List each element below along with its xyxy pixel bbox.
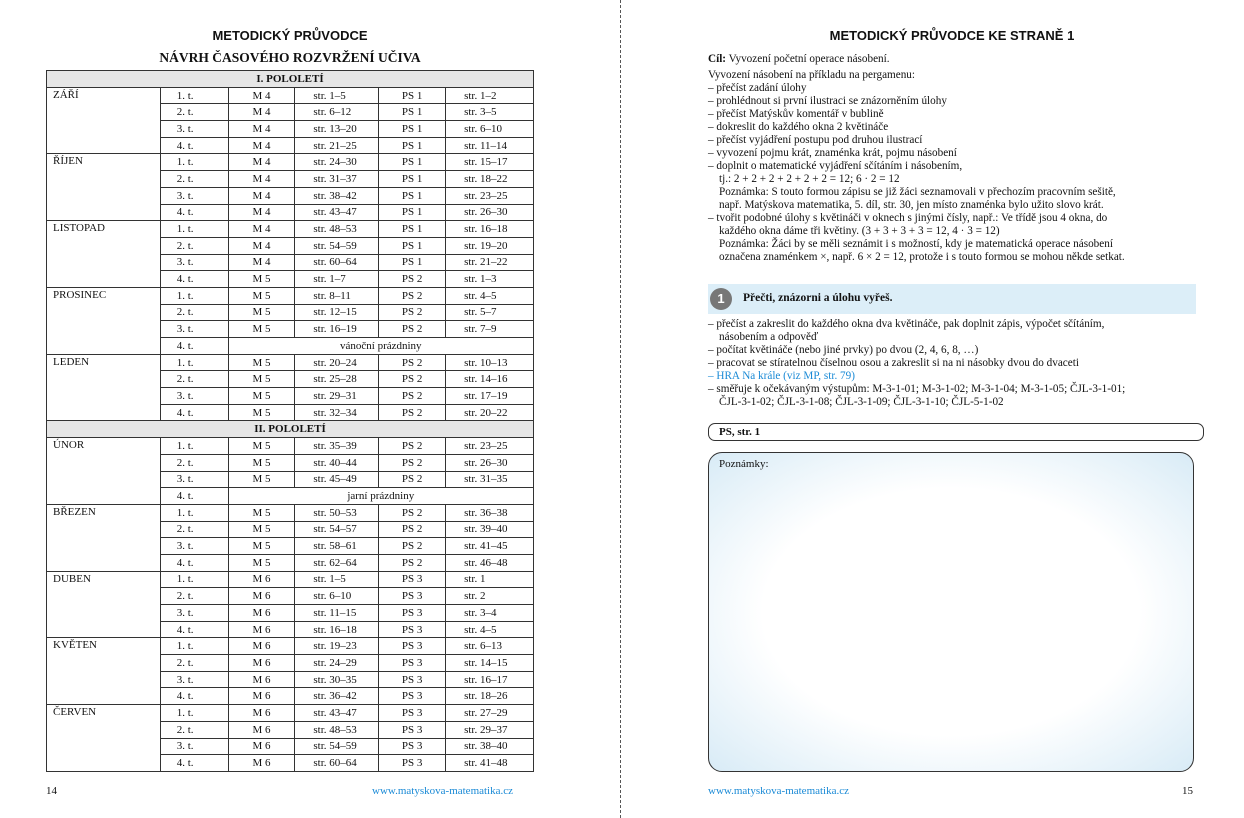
workbook-cell: PS 2	[379, 304, 446, 321]
book-pages-cell: str. 32–34	[295, 404, 379, 421]
workbook-pages-cell: str. 31–35	[446, 471, 534, 488]
book-cell: M 4	[228, 87, 295, 104]
workbook-pages-cell: str. 4–5	[446, 287, 534, 304]
book-pages-cell: str. 6–10	[295, 588, 379, 605]
table-row	[47, 438, 534, 455]
table-row	[47, 221, 534, 238]
workbook-pages-cell: str. 4–5	[446, 621, 534, 638]
week-cell: 4. t.	[160, 554, 228, 571]
text-line: – přečíst Matýskův komentář v bublině	[708, 108, 1196, 121]
book-pages-cell: str. 36–42	[295, 688, 379, 705]
week-cell: 2. t.	[160, 104, 228, 121]
book-cell: M 6	[228, 588, 295, 605]
workbook-pages-cell: str. 36–38	[446, 504, 534, 521]
workbook-cell: PS 2	[379, 454, 446, 471]
text-line: ČJL-3-1-02; ČJL-3-1-08; ČJL-3-1-09; ČJL-3-1-10; ČJL-5-1-02	[719, 396, 1004, 408]
book-pages-cell: str. 35–39	[295, 438, 379, 455]
table-row	[47, 571, 534, 588]
workbook-pages-cell: str. 1–2	[446, 87, 534, 104]
workbook-cell: PS 3	[379, 688, 446, 705]
website-link[interactable]: www.matyskova-matematika.cz	[708, 785, 850, 797]
book-cell: M 4	[228, 254, 295, 271]
book-cell: M 5	[228, 471, 295, 488]
workbook-pages-cell: str. 3–5	[446, 104, 534, 121]
book-cell: M 6	[228, 638, 295, 655]
workbook-cell: PS 3	[379, 621, 446, 638]
workbook-pages-cell: str. 1	[446, 571, 534, 588]
workbook-pages-cell: str. 46–48	[446, 554, 534, 571]
holiday-cell: jarní prázdniny	[228, 488, 533, 505]
book-cell: M 6	[228, 621, 295, 638]
book-pages-cell: str. 20–24	[295, 354, 379, 371]
book-cell: M 5	[228, 521, 295, 538]
left-page	[0, 0, 620, 818]
workbook-cell: PS 3	[379, 755, 446, 772]
book-cell: M 6	[228, 738, 295, 755]
workbook-pages-cell: str. 6–13	[446, 638, 534, 655]
text-line: – doplnit o matematické vyjádření sčítáním i násobením,	[708, 160, 1196, 173]
month-label: ŘÍJEN	[47, 154, 161, 221]
workbook-cell: PS 1	[379, 204, 446, 221]
workbook-cell: PS 3	[379, 571, 446, 588]
workbook-pages-cell: str. 29–37	[446, 721, 534, 738]
notes-box[interactable]	[708, 452, 1194, 772]
text-line: např. Matýskova matematika, 5. díl, str. 30, jen místo znaménka bylo užito slovo krát.	[719, 199, 1104, 211]
workbook-pages-cell: str. 14–15	[446, 655, 534, 672]
right-page	[622, 0, 1244, 818]
book-cell: M 6	[228, 655, 295, 672]
month-label: KVĚTEN	[47, 638, 161, 705]
workbook-pages-cell: str. 18–26	[446, 688, 534, 705]
book-pages-cell: str. 54–59	[295, 237, 379, 254]
text-line: násobením a odpověď	[719, 331, 819, 343]
game-link[interactable]: – HRA Na krále (viz MP, str. 79)	[708, 370, 1196, 383]
book-cell: M 5	[228, 554, 295, 571]
week-cell: 3. t.	[160, 671, 228, 688]
workbook-pages-cell: str. 23–25	[446, 187, 534, 204]
page-title: METODICKÝ PRŮVODCE KE STRANĚ 1	[829, 28, 1075, 43]
semester-label: II. POLOLETÍ	[47, 421, 534, 438]
workbook-cell: PS 2	[379, 287, 446, 304]
workbook-cell: PS 3	[379, 638, 446, 655]
text-line: Poznámka: S touto formou zápisu se již žáci seznamovali v přechozím pracovním sešitě,	[719, 186, 1116, 198]
workbook-cell: PS 2	[379, 371, 446, 388]
book-pages-cell: str. 38–42	[295, 187, 379, 204]
week-cell: 1. t.	[160, 705, 228, 722]
month-label: DUBEN	[47, 571, 161, 638]
book-cell: M 4	[228, 171, 295, 188]
week-cell: 4. t.	[160, 204, 228, 221]
semester-header-row	[47, 421, 534, 438]
week-cell: 1. t.	[160, 287, 228, 304]
book-cell: M 4	[228, 237, 295, 254]
workbook-pages-cell: str. 23–25	[446, 438, 534, 455]
workbook-cell: PS 3	[379, 588, 446, 605]
book-pages-cell: str. 54–59	[295, 738, 379, 755]
workbook-cell: PS 1	[379, 137, 446, 154]
workbook-cell: PS 1	[379, 237, 446, 254]
book-cell: M 6	[228, 671, 295, 688]
workbook-pages-cell: str. 41–48	[446, 755, 534, 772]
book-pages-cell: str. 21–25	[295, 137, 379, 154]
workbook-cell: PS 2	[379, 388, 446, 405]
book-pages-cell: str. 62–64	[295, 554, 379, 571]
workbook-cell: PS 2	[379, 521, 446, 538]
book-cell: M 5	[228, 438, 295, 455]
book-pages-cell: str. 30–35	[295, 671, 379, 688]
book-pages-cell: str. 31–37	[295, 171, 379, 188]
month-label: LEDEN	[47, 354, 161, 421]
table-row	[47, 287, 534, 304]
table-row	[47, 705, 534, 722]
workbook-pages-cell: str. 6–10	[446, 121, 534, 138]
book-cell: M 4	[228, 137, 295, 154]
week-cell: 1. t.	[160, 221, 228, 238]
book-pages-cell: str. 11–15	[295, 605, 379, 622]
table-row	[47, 638, 534, 655]
month-label: LISTOPAD	[47, 221, 161, 288]
month-label: PROSINEC	[47, 287, 161, 354]
book-cell: M 6	[228, 705, 295, 722]
week-cell: 3. t.	[160, 471, 228, 488]
workbook-pages-cell: str. 19–20	[446, 237, 534, 254]
book-cell: M 4	[228, 154, 295, 171]
goal-label: Cíl:	[708, 53, 727, 65]
workbook-cell: PS 2	[379, 354, 446, 371]
workbook-cell: PS 1	[379, 87, 446, 104]
book-cell: M 5	[228, 388, 295, 405]
workbook-pages-cell: str. 38–40	[446, 738, 534, 755]
week-cell: 3. t.	[160, 605, 228, 622]
week-cell: 4. t.	[160, 755, 228, 772]
page-title: METODICKÝ PRŮVODCE	[212, 28, 368, 43]
book-pages-cell: str. 19–23	[295, 638, 379, 655]
task-banner	[708, 284, 1196, 314]
week-cell: 1. t.	[160, 504, 228, 521]
workbook-cell: PS 2	[379, 554, 446, 571]
week-cell: 4. t.	[160, 688, 228, 705]
book-cell: M 4	[228, 187, 295, 204]
goal-text: Vyvození početní operace násobení.	[728, 53, 890, 65]
book-pages-cell: str. 48–53	[295, 221, 379, 238]
book-pages-cell: str. 13–20	[295, 121, 379, 138]
book-cell: M 5	[228, 404, 295, 421]
book-pages-cell: str. 1–7	[295, 271, 379, 288]
book-pages-cell: str. 40–44	[295, 454, 379, 471]
week-cell: 2. t.	[160, 454, 228, 471]
page-number: 14	[46, 785, 57, 797]
book-cell: M 6	[228, 605, 295, 622]
workbook-cell: PS 1	[379, 221, 446, 238]
workbook-cell: PS 2	[379, 438, 446, 455]
workbook-cell: PS 2	[379, 538, 446, 555]
workbook-pages-cell: str. 2	[446, 588, 534, 605]
week-cell: 2. t.	[160, 521, 228, 538]
book-cell: M 5	[228, 504, 295, 521]
week-cell: 4. t.	[160, 621, 228, 638]
workbook-cell: PS 2	[379, 504, 446, 521]
book-pages-cell: str. 8–11	[295, 287, 379, 304]
week-cell: 2. t.	[160, 171, 228, 188]
text-line: – dokreslit do každého okna 2 květináče	[708, 121, 1196, 134]
text-line: označena znaménkem ×, např. 6 × 2 = 12, protože i s touto formou se mohou někde setkat.	[719, 251, 1125, 263]
book-cell: M 4	[228, 204, 295, 221]
week-cell: 3. t.	[160, 538, 228, 555]
book-cell: M 4	[228, 121, 295, 138]
workbook-cell: PS 1	[379, 121, 446, 138]
workbook-cell: PS 1	[379, 254, 446, 271]
workbook-pages-cell: str. 39–40	[446, 521, 534, 538]
workbook-pages-cell: str. 16–17	[446, 671, 534, 688]
workbook-pages-cell: str. 15–17	[446, 154, 534, 171]
book-pages-cell: str. 24–29	[295, 655, 379, 672]
workbook-cell: PS 3	[379, 671, 446, 688]
week-cell: 2. t.	[160, 721, 228, 738]
text-line: – pracovat se stíratelnou číselnou osou a zakreslit si na ni násobky dvou do dvaceti	[708, 357, 1196, 370]
workbook-pages-cell: str. 11–14	[446, 137, 534, 154]
schedule-table	[46, 70, 534, 772]
workbook-pages-cell: str. 5–7	[446, 304, 534, 321]
week-cell: 2. t.	[160, 588, 228, 605]
workbook-pages-cell: str. 17–19	[446, 388, 534, 405]
book-pages-cell: str. 60–64	[295, 755, 379, 772]
workbook-pages-cell: str. 16–18	[446, 221, 534, 238]
week-cell: 2. t.	[160, 304, 228, 321]
month-label: ÚNOR	[47, 438, 161, 505]
workbook-pages-cell: str. 18–22	[446, 171, 534, 188]
month-label: ZÁŘÍ	[47, 87, 161, 154]
text-line: – vyvození pojmu krát, znaménka krát, pojmu násobení	[708, 147, 1196, 160]
table-row	[47, 87, 534, 104]
book-pages-cell: str. 58–61	[295, 538, 379, 555]
workbook-cell: PS 3	[379, 655, 446, 672]
book-cell: M 5	[228, 304, 295, 321]
workbook-pages-cell: str. 26–30	[446, 204, 534, 221]
workbook-pages-cell: str. 14–16	[446, 371, 534, 388]
book-pages-cell: str. 16–18	[295, 621, 379, 638]
workbook-cell: PS 2	[379, 404, 446, 421]
workbook-cell: PS 3	[379, 605, 446, 622]
semester-header-row	[47, 71, 534, 88]
book-pages-cell: str. 24–30	[295, 154, 379, 171]
text-line: každého okna dáme tři květiny. (3 + 3 + 3 + 3 = 12, 4 · 3 = 12)	[719, 225, 1000, 237]
week-cell: 4. t.	[160, 271, 228, 288]
book-cell: M 6	[228, 571, 295, 588]
workbook-pages-cell: str. 21–22	[446, 254, 534, 271]
text-line: – přečíst a zakreslit do každého okna dva květináče, pak doplnit zápis, výpočet sčítáním,	[708, 318, 1196, 331]
book-pages-cell: str. 43–47	[295, 705, 379, 722]
table-row	[47, 154, 534, 171]
website-link[interactable]: www.matyskova-matematika.cz	[372, 785, 514, 797]
book-cell: M 5	[228, 354, 295, 371]
month-label: BŘEZEN	[47, 504, 161, 571]
text-line: – prohlédnout si první ilustraci se znázorněním úlohy	[708, 95, 1196, 108]
workbook-cell: PS 1	[379, 171, 446, 188]
table-row	[47, 354, 534, 371]
workbook-cell: PS 2	[379, 271, 446, 288]
task-title: Přečti, znázorni a úlohu vyřeš.	[743, 292, 893, 304]
month-label: ČERVEN	[47, 705, 161, 772]
week-cell: 1. t.	[160, 354, 228, 371]
text-line: – směřuje k očekávaným výstupům: M-3-1-01; M-3-1-02; M-3-1-04; M-3-1-05; ČJL-3-1-01;	[708, 383, 1196, 396]
text-line: – tvořit podobné úlohy s květináči v oknech s jinými čísly, např.: Ve třídě jsou 4 okna, do	[708, 212, 1196, 225]
week-cell: 3. t.	[160, 388, 228, 405]
book-cell: M 6	[228, 755, 295, 772]
week-cell: 1. t.	[160, 638, 228, 655]
method-steps	[708, 69, 1196, 264]
text-line: – přečíst zadání úlohy	[708, 82, 1196, 95]
workbook-cell: PS 3	[379, 705, 446, 722]
text-line: Poznámka: Žáci by se měli seznámit i s možností, kdy je matematická operace násobení	[719, 238, 1113, 250]
workbook-cell: PS 3	[379, 721, 446, 738]
book-pages-cell: str. 45–49	[295, 471, 379, 488]
book-cell: M 4	[228, 104, 295, 121]
week-cell: 3. t.	[160, 121, 228, 138]
book-pages-cell: str. 54–57	[295, 521, 379, 538]
book-cell: M 5	[228, 271, 295, 288]
workbook-cell: PS 1	[379, 104, 446, 121]
book-pages-cell: str. 1–5	[295, 87, 379, 104]
semester-label: I. POLOLETÍ	[47, 71, 534, 88]
book-cell: M 4	[228, 221, 295, 238]
book-cell: M 5	[228, 287, 295, 304]
workbook-pages-cell: str. 3–4	[446, 605, 534, 622]
goal-line	[708, 53, 1196, 66]
book-pages-cell: str. 60–64	[295, 254, 379, 271]
week-cell: 3. t.	[160, 187, 228, 204]
book-pages-cell: str. 12–15	[295, 304, 379, 321]
book-pages-cell: str. 43–47	[295, 204, 379, 221]
book-cell: M 5	[228, 321, 295, 338]
week-cell: 3. t.	[160, 738, 228, 755]
workbook-pages-cell: str. 7–9	[446, 321, 534, 338]
workbook-cell: PS 1	[379, 154, 446, 171]
holiday-cell: vánoční prázdniny	[228, 338, 533, 355]
book-pages-cell: str. 50–53	[295, 504, 379, 521]
book-pages-cell: str. 25–28	[295, 371, 379, 388]
book-cell: M 6	[228, 688, 295, 705]
page-number: 15	[1182, 785, 1193, 797]
week-cell: 2. t.	[160, 371, 228, 388]
week-cell: 1. t.	[160, 87, 228, 104]
book-cell: M 5	[228, 454, 295, 471]
book-pages-cell: str. 6–12	[295, 104, 379, 121]
week-cell: 3. t.	[160, 321, 228, 338]
text-line: – počítat květináče (nebo jiné prvky) po dvou (2, 4, 6, 8, …)	[708, 344, 1196, 357]
workbook-cell: PS 2	[379, 321, 446, 338]
workbook-cell: PS 1	[379, 187, 446, 204]
workbook-reference: PS, str. 1	[708, 423, 1204, 441]
book-cell: M 6	[228, 721, 295, 738]
workbook-pages-cell: str. 27–29	[446, 705, 534, 722]
table-row	[47, 504, 534, 521]
book-pages-cell: str. 48–53	[295, 721, 379, 738]
week-cell: 2. t.	[160, 655, 228, 672]
week-cell: 4. t.	[160, 137, 228, 154]
text-line: Vyvození násobení na příkladu na pergamenu:	[708, 69, 916, 81]
book-pages-cell: str. 16–19	[295, 321, 379, 338]
week-cell: 4. t.	[160, 488, 228, 505]
workbook-pages-cell: str. 10–13	[446, 354, 534, 371]
book-cell: M 5	[228, 371, 295, 388]
text-line: – přečíst vyjádření postupu pod druhou ilustrací	[708, 134, 1196, 147]
page-subtitle: NÁVRH ČASOVÉHO ROZVRŽENÍ UČIVA	[159, 50, 421, 65]
notes-label: Poznámky:	[719, 458, 769, 470]
text-line: tj.: 2 + 2 + 2 + 2 + 2 + 2 = 12; 6 · 2 = 12	[719, 173, 900, 185]
week-cell: 4. t.	[160, 338, 228, 355]
week-cell: 2. t.	[160, 237, 228, 254]
page-divider	[620, 0, 621, 818]
task-steps	[708, 318, 1196, 409]
week-cell: 1. t.	[160, 571, 228, 588]
workbook-pages-cell: str. 20–22	[446, 404, 534, 421]
week-cell: 3. t.	[160, 254, 228, 271]
week-cell: 1. t.	[160, 438, 228, 455]
workbook-pages-cell: str. 1–3	[446, 271, 534, 288]
workbook-pages-cell: str. 41–45	[446, 538, 534, 555]
workbook-cell: PS 2	[379, 471, 446, 488]
workbook-cell: PS 3	[379, 738, 446, 755]
task-number-badge: 1	[710, 288, 732, 310]
week-cell: 4. t.	[160, 404, 228, 421]
week-cell: 1. t.	[160, 154, 228, 171]
workbook-pages-cell: str. 26–30	[446, 454, 534, 471]
book-pages-cell: str. 1–5	[295, 571, 379, 588]
book-pages-cell: str. 29–31	[295, 388, 379, 405]
book-cell: M 5	[228, 538, 295, 555]
